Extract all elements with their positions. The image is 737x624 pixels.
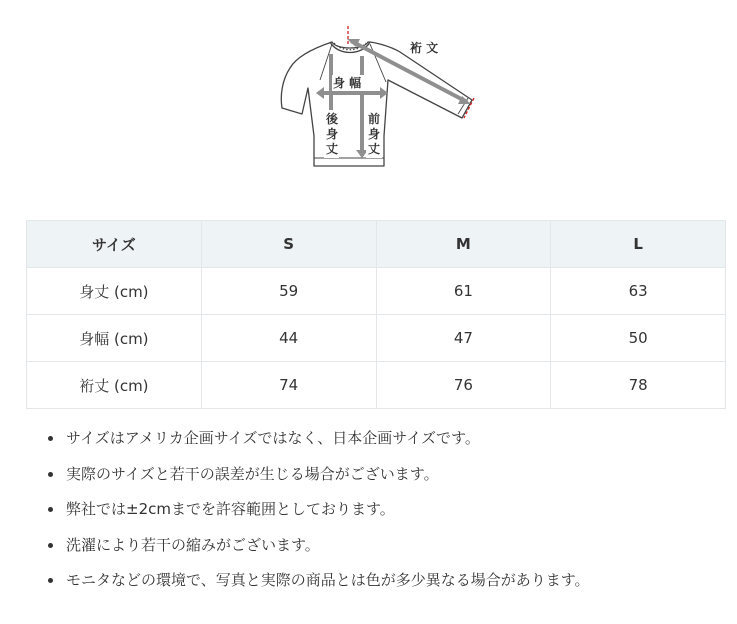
header-s: S xyxy=(201,221,376,268)
header-size: サイズ xyxy=(27,221,202,268)
table-header-row xyxy=(27,221,726,268)
sleeve-length-label: 裄 文 xyxy=(410,41,439,55)
body-width-label: 身 幅 xyxy=(333,76,362,90)
list-item: 実際のサイズと若干の誤差が生じる場合がございます。 xyxy=(45,464,725,500)
table-cell: 50 xyxy=(551,315,726,362)
row-label: 身幅 (cm) xyxy=(27,315,202,362)
table-cell: 44 xyxy=(201,315,376,362)
front-length-label-2: 身 xyxy=(368,127,381,141)
front-length-label-3: 丈 xyxy=(368,142,381,156)
table-cell: 78 xyxy=(551,362,726,409)
list-item: サイズはアメリカ企画サイズではなく、日本企画サイズです。 xyxy=(45,428,725,464)
table-row xyxy=(27,315,726,362)
header-l: L xyxy=(551,221,726,268)
table-cell: 61 xyxy=(376,268,551,315)
table-row xyxy=(27,268,726,315)
table-row xyxy=(27,362,726,409)
back-length-label-2: 身 xyxy=(326,127,339,141)
table-cell: 63 xyxy=(551,268,726,315)
table-cell: 76 xyxy=(376,362,551,409)
front-length-label-1: 前 xyxy=(368,112,381,126)
table-cell: 74 xyxy=(201,362,376,409)
back-length-label-3: 丈 xyxy=(326,142,339,156)
back-length-label-1: 後 xyxy=(326,112,339,126)
size-chart-table xyxy=(26,220,726,409)
table-cell: 59 xyxy=(201,268,376,315)
list-item: モニタなどの環境で、写真と実際の商品とは色が多少異なる場合があります。 xyxy=(45,570,725,606)
row-label: 裄丈 (cm) xyxy=(27,362,202,409)
list-item: 弊社では±2cmまでを許容範囲としております。 xyxy=(45,499,725,535)
header-m: M xyxy=(376,221,551,268)
size-notes-list xyxy=(45,428,725,606)
list-item: 洗濯により若干の縮みがございます。 xyxy=(45,535,725,571)
table-cell: 47 xyxy=(376,315,551,362)
row-label: 身丈 (cm) xyxy=(27,268,202,315)
raglan-seam-right xyxy=(370,44,386,82)
sweatshirt-measurement-diagram xyxy=(262,18,494,176)
